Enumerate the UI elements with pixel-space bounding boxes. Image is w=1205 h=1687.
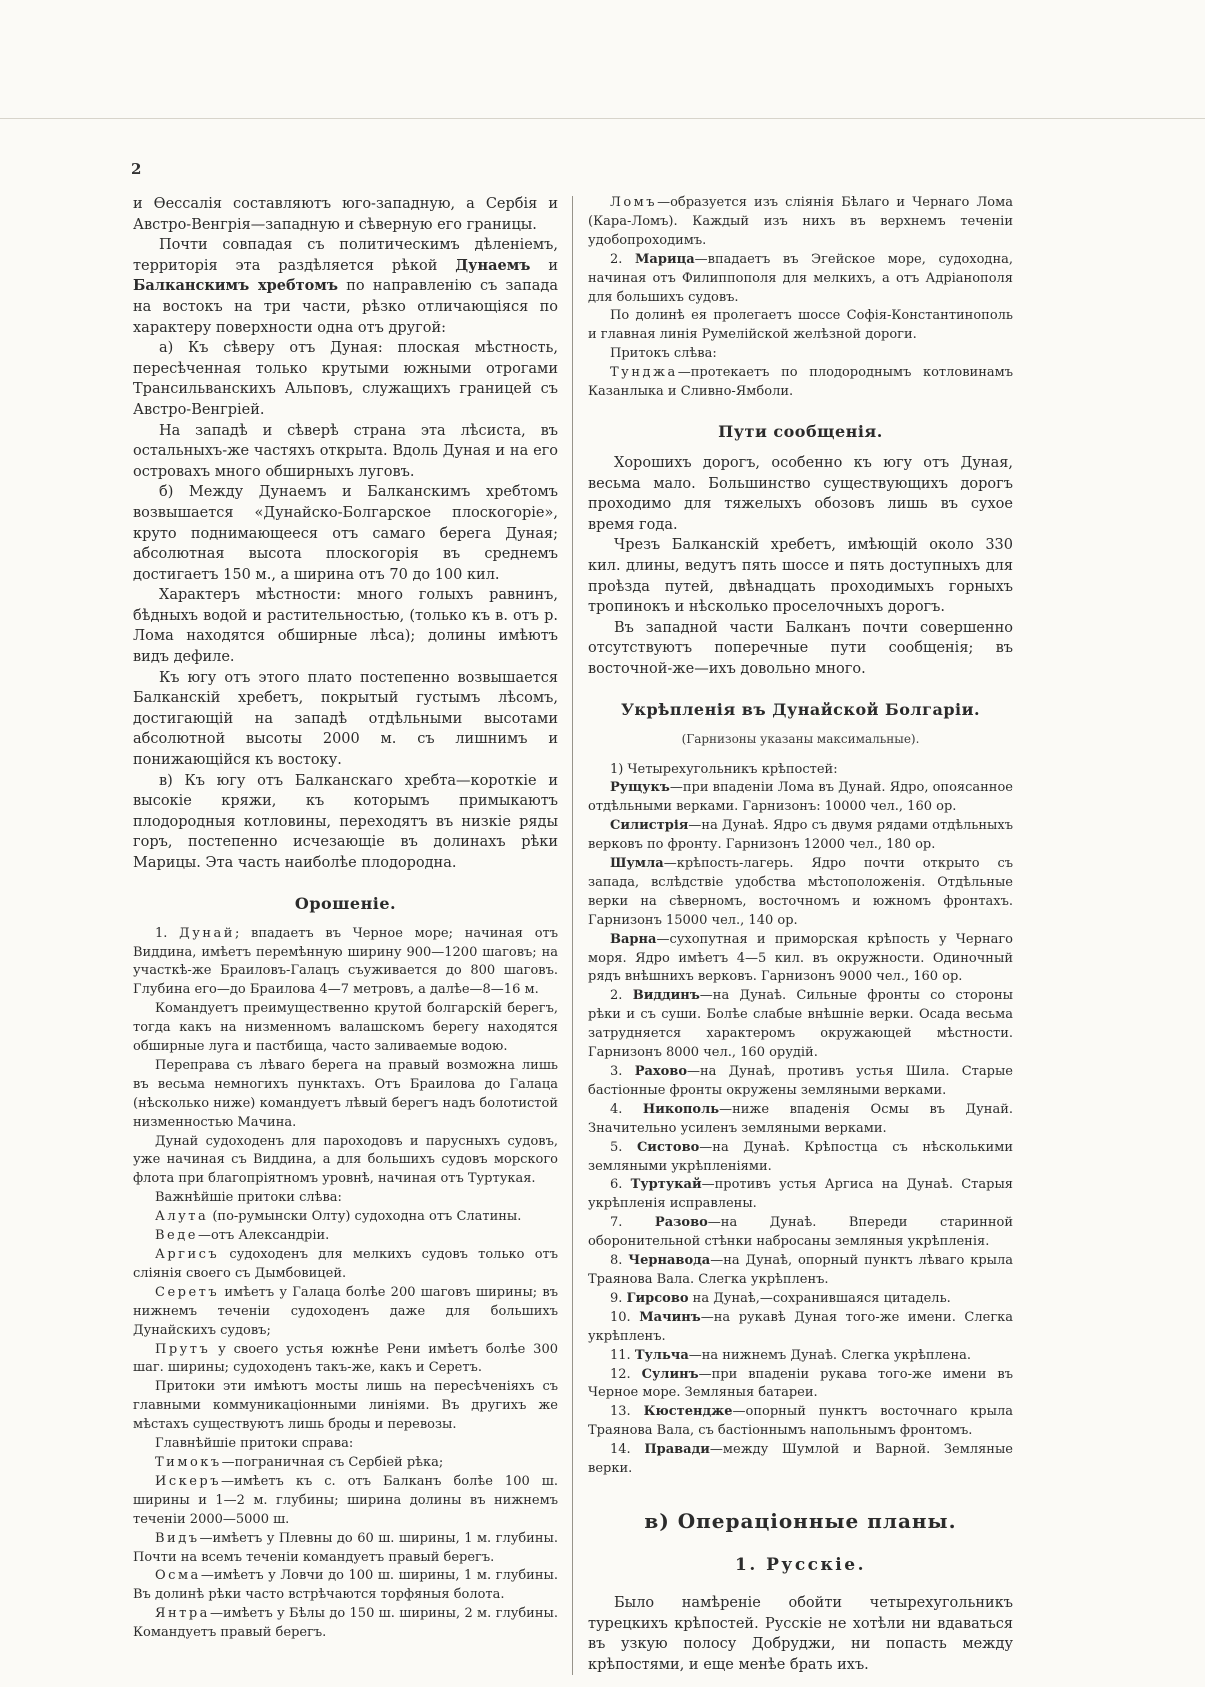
- letterspaced-text: Тимокъ: [155, 1454, 222, 1470]
- paragraph: [588, 251, 1013, 308]
- text-run: Хорошихъ дорогъ, особенно къ югу отъ Дуная, весьма мало. Большинство существующихъ дорогъ проходимо для тяжелыхъ обозовъ лишь въ сухое время года.: [588, 454, 1013, 533]
- text-run: ; впадаетъ въ Черное море; начиная отъ Виддина, имѣетъ перемѣнную ширину 900—1200 шаговъ; на участкѣ-же Браиловъ-Галацъ съуживается до 800 шаговъ. Глубина его—до Браилова 4—7 метровъ, а далѣе—8—16 м.: [133, 925, 558, 998]
- paragraph: [588, 1403, 1013, 1441]
- text-run: 1) Четырехугольникъ крѣпостей:: [610, 761, 838, 777]
- text-run: б) Между Дунаемъ и Балканскимъ хребтомъ возвышается «Дунайско-Болгарское плоскогоріе», круто поднимающееся отъ самаго берега Дуная; абсолютная высота плоскогорія въ среднемъ достигаетъ 150 м., а ширина отъ 70 до 100 кил.: [133, 484, 558, 583]
- page-content: [133, 194, 1013, 1675]
- emphasized-text: Шумла: [610, 856, 664, 872]
- page-number: 2: [131, 160, 142, 178]
- paragraph: [133, 668, 558, 771]
- paragraph: [133, 421, 558, 483]
- text-run: 7.: [610, 1215, 655, 1231]
- top-rule: [0, 118, 1205, 119]
- text-run: 5.: [610, 1139, 637, 1155]
- section-heading-puti-soobshcheniya: [588, 422, 1013, 441]
- paragraph: [133, 1473, 558, 1530]
- paragraph: [588, 194, 1013, 251]
- paragraph: [133, 1189, 558, 1208]
- text-run: 8.: [610, 1253, 629, 1269]
- paragraph: [588, 364, 1013, 402]
- text-run: —на Дунаѣ. Впереди старинной оборонительной стѣнки набросаны земляныя укрѣпленія.: [588, 1215, 1013, 1250]
- section-heading-operational-plans: [588, 1509, 1013, 1533]
- text-run: —сухопутная и приморская крѣпость у Чернаго моря. Ядро имѣетъ 4—5 кил. въ окружности. Одиночный рядъ внѣшнихъ верковъ. Гарнизонъ 9000 чел., 160 ор.: [588, 931, 1013, 985]
- text-run: —образуется изъ сліянія Бѣлаго и Чернаго Лома (Кара-Ломъ). Каждый изъ нихъ въ верхнемъ теченіи удобопроходимъ.: [588, 195, 1013, 248]
- letterspaced-text: Алута: [155, 1209, 209, 1225]
- paragraph: [133, 585, 558, 667]
- left-column: [133, 194, 558, 1643]
- emphasized-text: Мачинъ: [639, 1309, 701, 1325]
- paragraph: [133, 1057, 558, 1133]
- paragraph: [133, 1605, 558, 1643]
- text-run: —на нижнемъ Дунаѣ. Слегка укрѣплена.: [688, 1347, 972, 1363]
- text-run: —имѣетъ у Ловчи до 100 ш. ширины, 1 м. глубины. Въ долинѣ рѣки часто встрѣчаются торфяныя болота.: [133, 1568, 558, 1603]
- emphasized-text: Силистрія: [610, 818, 689, 834]
- text-run: 9.: [610, 1290, 627, 1306]
- paragraph: [133, 1435, 558, 1454]
- paragraph: [588, 855, 1013, 931]
- paragraph: [588, 345, 1013, 364]
- emphasized-text: Рахово: [634, 1064, 688, 1079]
- text-run: 11.: [610, 1347, 635, 1363]
- text-run: —протекаетъ по плодороднымъ котловинамъ Казанлыка и Сливно-Ямболи.: [588, 365, 1013, 400]
- emphasized-text: Кюстендже: [643, 1404, 733, 1420]
- paragraph: [588, 987, 1013, 1063]
- emphasized-text: Марица: [635, 251, 695, 267]
- text-run: —имѣетъ у Бѣлы до 150 ш. ширины, 2 м. глубины. Командуетъ правый берегъ.: [133, 1606, 558, 1641]
- paragraph: [588, 1101, 1013, 1139]
- paragraph: [133, 1208, 558, 1227]
- text-run: —на Дунаѣ, опорный пунктъ лѣваго крыла Траянова Вала. Слегка укрѣпленъ.: [588, 1253, 1013, 1287]
- text-run: —на Дунаѣ. Крѣпостца съ нѣсколькими земляными укрѣпленіями.: [588, 1139, 1013, 1174]
- paragraph: [133, 1567, 558, 1605]
- text-run: Къ югу отъ этого плато постепенно возвышается Балканскій хребетъ, покрытый густымъ лѣсомъ, достигающій на западѣ отдѣльными высотами абсолютной высоты 2000 м. съ лишнимъ и понижающійся къ востоку.: [133, 669, 558, 769]
- letterspaced-text: Осма: [155, 1568, 201, 1584]
- paragraph: [133, 1227, 558, 1246]
- paragraph: [588, 931, 1013, 988]
- text-run: Было намѣреніе обойти четырехугольникъ турецкихъ крѣпостей. Русскіе не хотѣли ни вдаваться въ узкую полосу Добруджи, ни попасть между крѣпостями, и еще менѣе брать ихъ.: [588, 1594, 1013, 1673]
- text-run: 3.: [610, 1064, 635, 1079]
- paragraph: [588, 1139, 1013, 1177]
- paragraph: [133, 1378, 558, 1435]
- section-heading-ukrepleniya: [588, 700, 1013, 719]
- emphasized-text: Правади: [644, 1442, 710, 1458]
- letterspaced-text: Веде: [155, 1228, 198, 1244]
- text-run: 13.: [610, 1404, 644, 1420]
- paragraph: [588, 1309, 1013, 1347]
- emphasized-text: Варна: [610, 931, 657, 947]
- paragraph: [588, 1366, 1013, 1404]
- text-run: 2.: [610, 988, 633, 1004]
- text-run: а) Къ сѣверу отъ Дуная: плоская мѣстность, пересѣченная только крутыми южными отрогами Трансильванскихъ Альповъ, служащихъ границей съ Австро-Венгріей.: [133, 340, 558, 418]
- text-run: Пути сообщенія.: [718, 421, 883, 441]
- text-run: по направленію съ запада на востокъ на три части, рѣзко отличающіяся по характеру поверхности одна отъ другой:: [133, 278, 558, 336]
- text-run: судоходенъ для мелкихъ судовъ только отъ сліянія своего съ Дымбовицей.: [133, 1247, 558, 1281]
- paragraph: [133, 925, 558, 1001]
- text-run: На западѣ и сѣверѣ страна эта лѣсиста, въ остальныхъ-же частяхъ открыта. Вдоль Дуная и на его островахъ много обширныхъ луговъ.: [133, 422, 558, 480]
- letterspaced-text: Янтра: [155, 1606, 210, 1622]
- paragraph: [588, 1290, 1013, 1309]
- letterspaced-text: Серетъ: [155, 1284, 220, 1300]
- text-run: в) Къ югу отъ Балканскаго хребта—короткіе и высокіе кряжи, къ которымъ примыкаютъ плодородныя котловины, переходятъ въ низкіе ряды горъ, постепенно исчезающіе въ долинахъ рѣки Марицы. Эта часть наиболѣе плодородна.: [133, 772, 558, 871]
- text-run: 14.: [610, 1442, 645, 1458]
- emphasized-text: Балканскимъ хребтомъ: [133, 277, 339, 295]
- paragraph: [133, 1530, 558, 1568]
- paragraph: [588, 817, 1013, 855]
- letterspaced-text: Искеръ: [155, 1473, 222, 1489]
- text-run: —при впаденіи Лома въ Дунай. Ядро, опоясанное отдѣльными верками. Гарнизонъ: 10000 чел., 160 ор.: [588, 780, 1013, 815]
- text-run: —на Дунаѣ, противъ устья Шила. Старые бастіонные фронты окружены земляными верками.: [588, 1064, 1013, 1098]
- text-run: —на рукавѣ Дуная того-же имени. Слегка укрѣпленъ.: [588, 1309, 1013, 1344]
- text-run: —впадаетъ въ Эгейское море, судоходна, начиная отъ Филиппополя для мелкихъ, а отъ Адріанополя для большихъ судовъ.: [588, 251, 1013, 305]
- text-run: 12.: [610, 1366, 642, 1382]
- paragraph: [133, 338, 558, 420]
- text-run: в) Операціонные планы.: [644, 1508, 957, 1533]
- text-run: Притоки эти имѣютъ мосты лишь на пересѣченіяхъ съ главными коммуникаціонными линіями. Въ другихъ же мѣстахъ существуютъ лишь броды и перевозы.: [133, 1379, 558, 1433]
- text-run: —на Дунаѣ. Сильные фронты со стороны рѣки и съ суши. Болѣе слабые внѣшніе верки. Осада весьма затрудняется характеромъ окружающей мѣстности. Гарнизонъ 8000 чел., 160 орудій.: [588, 988, 1013, 1061]
- text-run: Характеръ мѣстности: много голыхъ равнинъ, бѣдныхъ водой и растительностью, (только къ в. отъ р. Лома находятся обширные лѣса); долины имѣютъ видъ дефиле.: [133, 587, 558, 666]
- emphasized-text: Дунаемъ: [455, 256, 531, 274]
- paragraph: [588, 1441, 1013, 1479]
- text-run: —пограничная съ Сербіей рѣка;: [221, 1454, 444, 1470]
- text-run: —между Шумлой и Варной. Земляные верки.: [588, 1442, 1013, 1477]
- right-column: [588, 194, 1013, 1675]
- emphasized-text: Разово: [654, 1215, 708, 1231]
- text-run: Важнѣйшіе притоки слѣва:: [155, 1190, 342, 1206]
- paragraph: [588, 535, 1013, 617]
- paragraph: [133, 1133, 558, 1190]
- letterspaced-text: Тунджа: [610, 365, 678, 381]
- paragraph: [133, 1000, 558, 1057]
- emphasized-text: Сулинъ: [641, 1366, 699, 1382]
- text-run: Въ западной части Балканъ почти совершенно отсутствуютъ поперечные пути сообщенія; въ восточной-же—ихъ довольно много.: [588, 619, 1013, 677]
- text-run: у своего устья южнѣе Рени имѣетъ болѣе 300 шаг. ширины; судоходенъ такъ-же, какъ и Серетъ.: [133, 1341, 558, 1376]
- paragraph: [588, 453, 1013, 535]
- column-divider: [572, 196, 573, 1675]
- text-run: —на Дунаѣ. Ядро съ двумя рядами отдѣльныхъ верковъ по фронту. Гарнизонъ 12000 чел., 180 ор.: [588, 818, 1013, 853]
- letterspaced-text: Дунай: [179, 925, 235, 941]
- text-run: Укрѣпленія въ Дунайской Болгаріи.: [620, 699, 981, 719]
- section-heading-oroshenie: [133, 894, 558, 913]
- text-run: Главнѣйшіе притоки справа:: [155, 1436, 354, 1452]
- text-run: (по-румынски Олту) судоходна отъ Слатины.: [208, 1209, 522, 1225]
- text-run: 10.: [610, 1309, 640, 1325]
- letterspaced-text: Видъ: [155, 1530, 200, 1546]
- emphasized-text: Рущукъ: [610, 780, 670, 796]
- paragraph: [588, 1214, 1013, 1252]
- paragraph: [588, 307, 1013, 345]
- text-run: —имѣетъ къ с. отъ Балканъ болѣе 100 ш. ширины и 1—2 м. глубины; ширина долины въ нижнемъ теченіи 2000—5000 ш.: [133, 1473, 558, 1527]
- text-run: —при впаденіи рукава того-же имени въ Черное море. Земляныя батареи.: [588, 1366, 1013, 1401]
- text-run: —отъ Александріи.: [197, 1228, 330, 1244]
- paragraph: [133, 1284, 558, 1341]
- paragraph: [588, 1252, 1013, 1290]
- text-run: Дунай судоходенъ для пароходовъ и парусныхъ судовъ, уже начиная съ Виддина, а для большихъ судовъ морского флота при благопріятномъ уровнѣ, начиная отъ Туртукая.: [133, 1133, 558, 1187]
- paragraph: [133, 235, 558, 338]
- text-run: —ниже впаденія Осмы въ Дунай. Значительно усиленъ земляными верками.: [588, 1101, 1013, 1136]
- text-run: —противъ устья Аргиса на Дунаѣ. Старыя укрѣпленія исправлены.: [588, 1177, 1013, 1212]
- text-run: Командуетъ преимущественно крутой болгарскій берегъ, тогда какъ на низменномъ валашскомъ берегу находятся обширные луга и пастбища, часто заливаемые водою.: [133, 1001, 558, 1055]
- text-run: имѣетъ у Галаца болѣе 200 шаговъ ширины; въ нижнемъ теченіи судоходенъ даже для большихъ Дунайскихъ судовъ;: [133, 1284, 558, 1338]
- paragraph: [588, 1063, 1013, 1101]
- section-heading-russians: [588, 1555, 1013, 1575]
- text-run: —имѣетъ у Плевны до 60 ш. ширины, 1 м. глубины. Почти на всемъ теченіи командуетъ правый берегъ.: [133, 1530, 558, 1565]
- text-run: (Гарнизоны указаны максимальные).: [681, 731, 920, 746]
- text-run: 6.: [610, 1177, 631, 1193]
- garrison-note: [588, 731, 1013, 747]
- emphasized-text: Виддинъ: [632, 988, 700, 1004]
- paragraph: [588, 1347, 1013, 1366]
- letterspaced-text: Ломъ: [610, 195, 658, 210]
- paragraph: [588, 1593, 1013, 1675]
- text-run: Притокъ слѣва:: [610, 346, 717, 362]
- text-run: Переправа съ лѣваго берега на правый возможна лишь въ весьма немногихъ пунктахъ. Отъ Браилова до Галаца (нѣсколько ниже) командуетъ лѣвый берегъ надъ болотистой низменностью Мачина.: [133, 1057, 558, 1130]
- text-run: По долинѣ ея пролегаетъ шоссе Софія-Константинополь и главная линія Румелійской желѣзной дороги.: [588, 308, 1013, 343]
- text-run: на Дунаѣ,—сохранившаяся цитадель.: [688, 1290, 951, 1306]
- letterspaced-text: Прутъ: [155, 1341, 211, 1357]
- text-run: и: [530, 257, 558, 274]
- text-run: Почти совпадая съ политическимъ дѣленіемъ, территорія эта раздѣляется рѣкой: [133, 237, 558, 274]
- paragraph: [588, 779, 1013, 817]
- text-run: —крѣпость-лагерь. Ядро почти открыто съ запада, вслѣдствіе удобства мѣстоположенія. Отдѣльные верки на сѣверномъ, восточномъ и южномъ фронтахъ. Гарнизонъ 15000 чел., 140 ор.: [588, 856, 1013, 928]
- text-run: 1. Русскіе.: [734, 1554, 866, 1575]
- paragraph: [133, 1454, 558, 1473]
- text-run: 4.: [610, 1101, 643, 1117]
- paragraph: [133, 1341, 558, 1379]
- emphasized-text: Гирсово: [626, 1290, 689, 1306]
- text-run: и Ѳессалія составляютъ юго-западную, а Сербія и Австро-Венгрія—западную и сѣверную его границы.: [133, 196, 558, 233]
- paragraph: [588, 618, 1013, 680]
- text-run: 1.: [155, 925, 180, 941]
- emphasized-text: Никополь: [642, 1101, 720, 1117]
- paragraph: [133, 1246, 558, 1284]
- paragraph: [588, 1176, 1013, 1214]
- text-run: Чрезъ Балканскій хребетъ, имѣющій около 330 кил. длины, ведутъ пять шоссе и пять доступныхъ для проѣзда путей, двѣнадцать проходимыхъ горныхъ тропинокъ и нѣсколько проселочныхъ дорогъ.: [588, 537, 1013, 616]
- letterspaced-text: Аргисъ: [155, 1247, 220, 1262]
- emphasized-text: Систово: [636, 1139, 700, 1155]
- text-run: —опорный пунктъ восточнаго крыла Траянова Вала, съ бастіоннымъ напольнымъ фронтомъ.: [588, 1404, 1013, 1439]
- emphasized-text: Туртукай: [630, 1177, 702, 1193]
- paragraph: [133, 482, 558, 585]
- text-run: 2.: [610, 251, 636, 267]
- text-run: Орошеніе.: [294, 893, 397, 913]
- paragraph: [133, 771, 558, 874]
- paragraph: [588, 761, 1013, 780]
- emphasized-text: Тульча: [634, 1347, 689, 1363]
- emphasized-text: Чернавода: [628, 1253, 711, 1269]
- paragraph: [133, 194, 558, 235]
